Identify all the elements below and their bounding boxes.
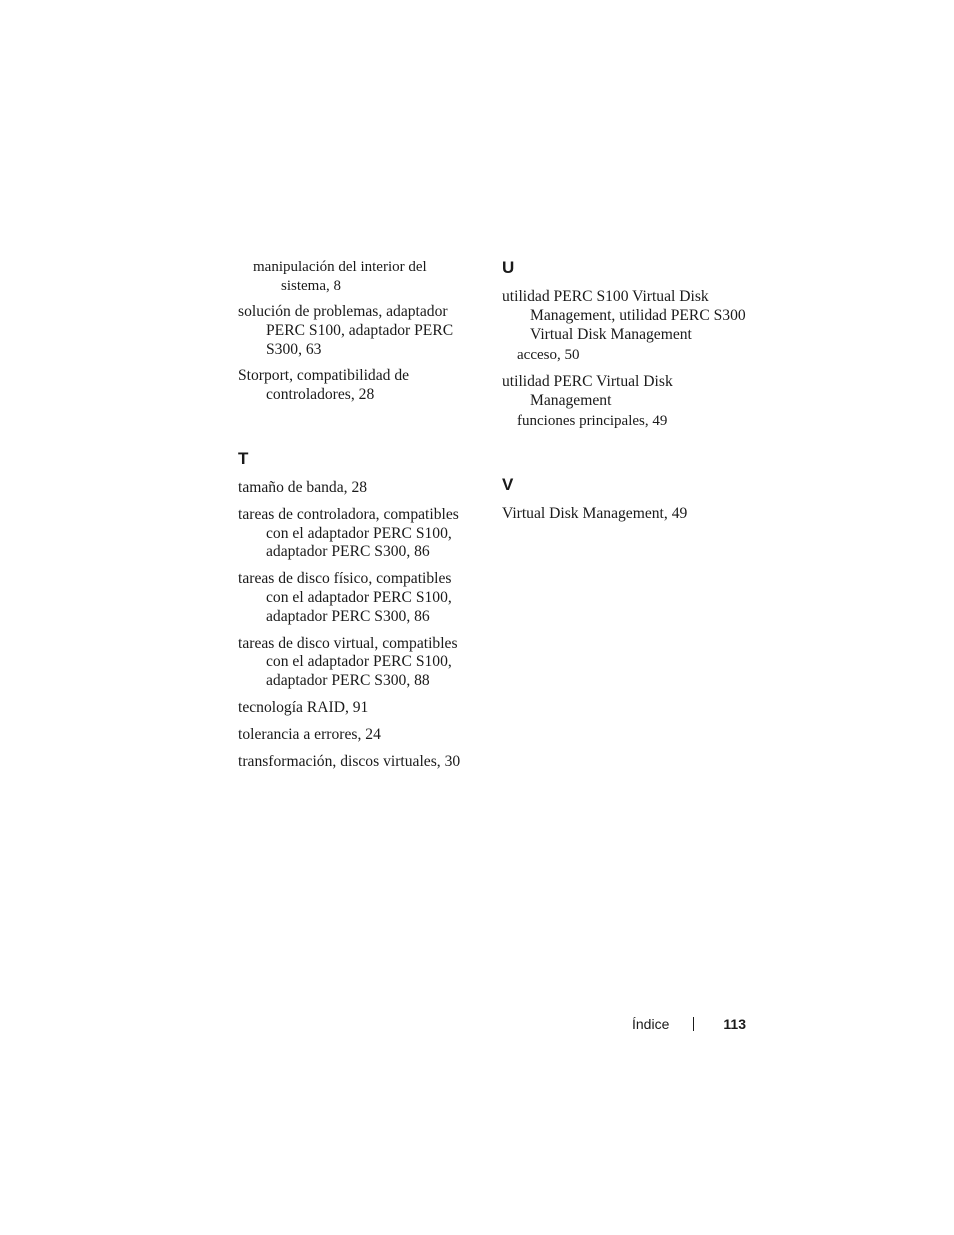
index-entry: transformación, discos virtuales, 30 — [238, 752, 461, 770]
index-letter-heading: T — [238, 448, 249, 468]
footer-separator — [693, 1017, 694, 1031]
index-entry: Storport, compatibilidad de controladores, 28 — [238, 367, 410, 404]
index-letter-heading: V — [502, 474, 514, 494]
footer-section-label: Índice — [632, 1016, 670, 1032]
index-entry: tareas de controladora, compatibles con el adaptador PERC S100, adaptador PERC S300, 86 — [238, 505, 459, 561]
index-entry: tareas de disco virtual, compatibles con el adaptador PERC S100, adaptador PERC S300, 88 — [238, 634, 458, 690]
index-subentry: acceso, 50 — [517, 347, 580, 364]
index-entry: tolerancia a errores, 24 — [238, 725, 381, 743]
index-entry: utilidad PERC S100 Virtual Disk Management, utilidad PERC S300 Virtual Disk Management — [502, 288, 746, 343]
index-entry: tareas de disco físico, compatibles con el adaptador PERC S100, adaptador PERC S300, 86 — [238, 570, 452, 625]
index-letter-heading: U — [502, 258, 515, 277]
index-entry: tamaño de banda, 28 — [238, 478, 368, 496]
index-subentry: manipulación del interior del sistema, 8 — [253, 259, 427, 294]
index-column-left — [238, 258, 470, 779]
index-entry: utilidad PERC Virtual Disk Management — [502, 372, 673, 409]
page-footer — [632, 1014, 746, 1034]
index-entry: Virtual Disk Management, 49 — [502, 504, 688, 522]
index-subentry: funciones principales, 49 — [517, 413, 668, 430]
index-entry: tecnología RAID, 91 — [238, 698, 369, 716]
index-column-right — [502, 258, 752, 532]
page-number: 113 — [723, 1016, 746, 1032]
index-entry: solución de problemas, adaptador PERC S100, adaptador PERC S300, 63 — [238, 303, 454, 358]
